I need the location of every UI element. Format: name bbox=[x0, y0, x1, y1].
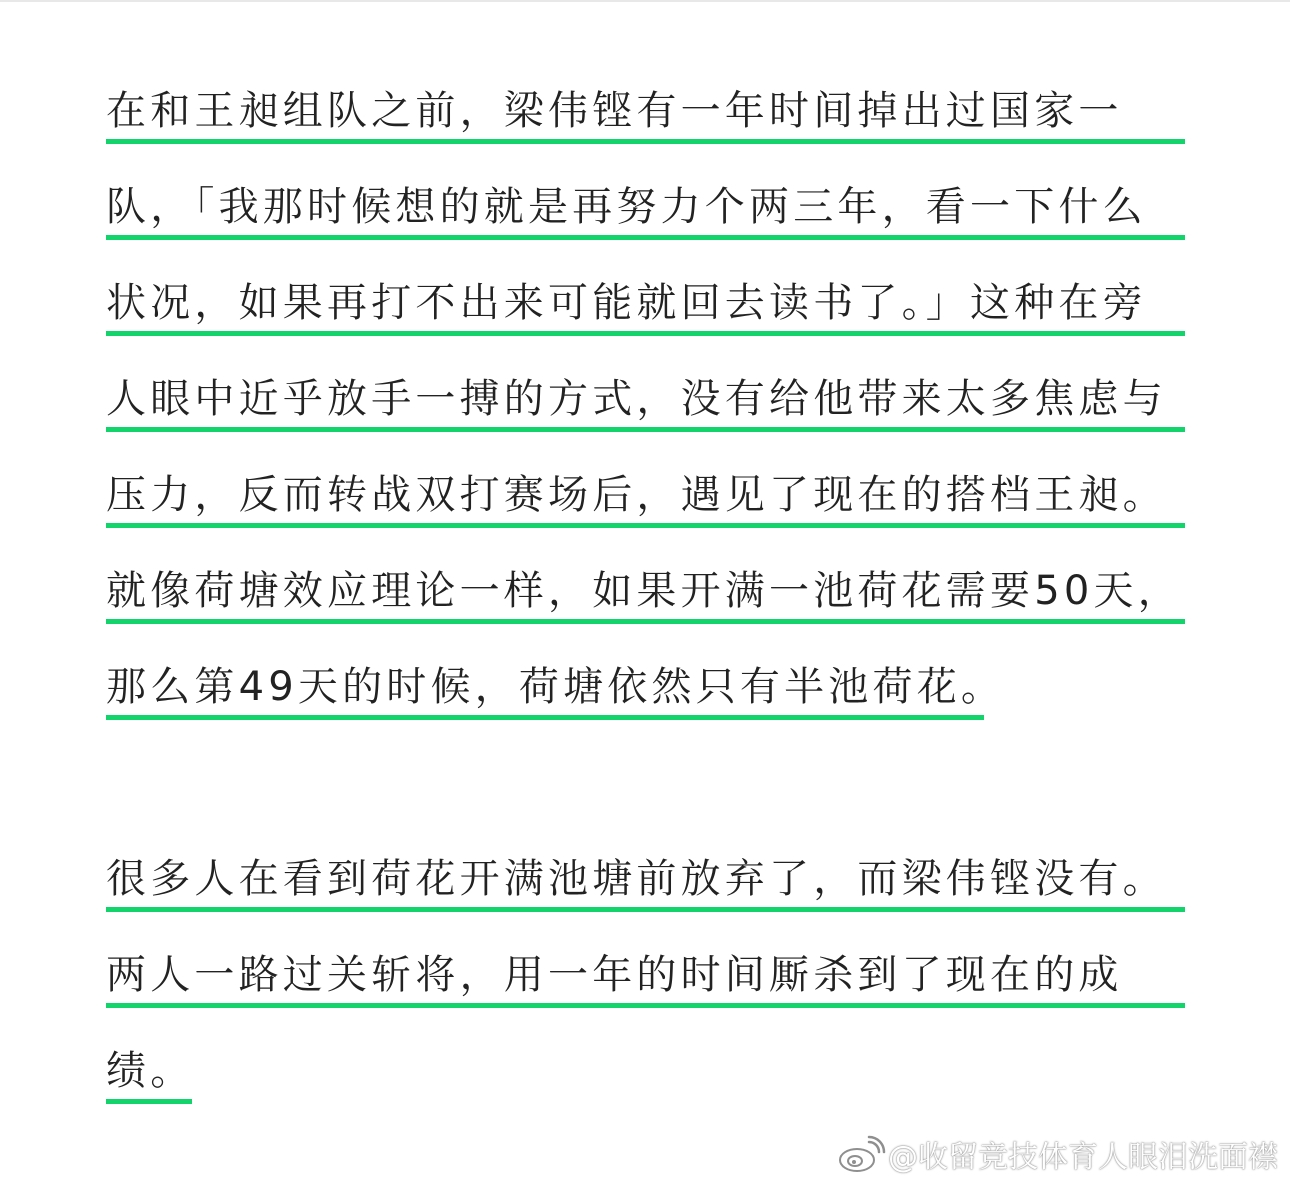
watermark-text: @收留竞技体育人眼泪洗面襟 bbox=[888, 1140, 1278, 1175]
text-line: 在和王昶组队之前，梁伟铿有一年时间掉出过国家一 bbox=[106, 84, 1185, 144]
text-line: 那么第49天的时候，荷塘依然只有半池荷花。 bbox=[106, 660, 984, 720]
text-line: 队，「我那时候想的就是再努力个两三年，看一下什么 bbox=[106, 180, 1185, 240]
text-line: 状况，如果再打不出来可能就回去读书了。」这种在旁 bbox=[106, 276, 1185, 336]
text-line: 两人一路过关斩将，用一年的时间厮杀到了现在的成 bbox=[106, 948, 1185, 1008]
text-line: 很多人在看到荷花开满池塘前放弃了，而梁伟铿没有。 bbox=[106, 852, 1185, 912]
text-line: 人眼中近乎放手一搏的方式，没有给他带来太多焦虑与 bbox=[106, 372, 1185, 432]
text-line: 压力，反而转战双打赛场后，遇见了现在的搭档王昶。 bbox=[106, 468, 1185, 528]
text-line: 就像荷塘效应理论一样，如果开满一池荷花需要50天， bbox=[106, 564, 1185, 624]
weibo-watermark bbox=[836, 1132, 1278, 1176]
text-line: 绩。 bbox=[106, 1044, 192, 1104]
weibo-icon bbox=[836, 1134, 886, 1174]
